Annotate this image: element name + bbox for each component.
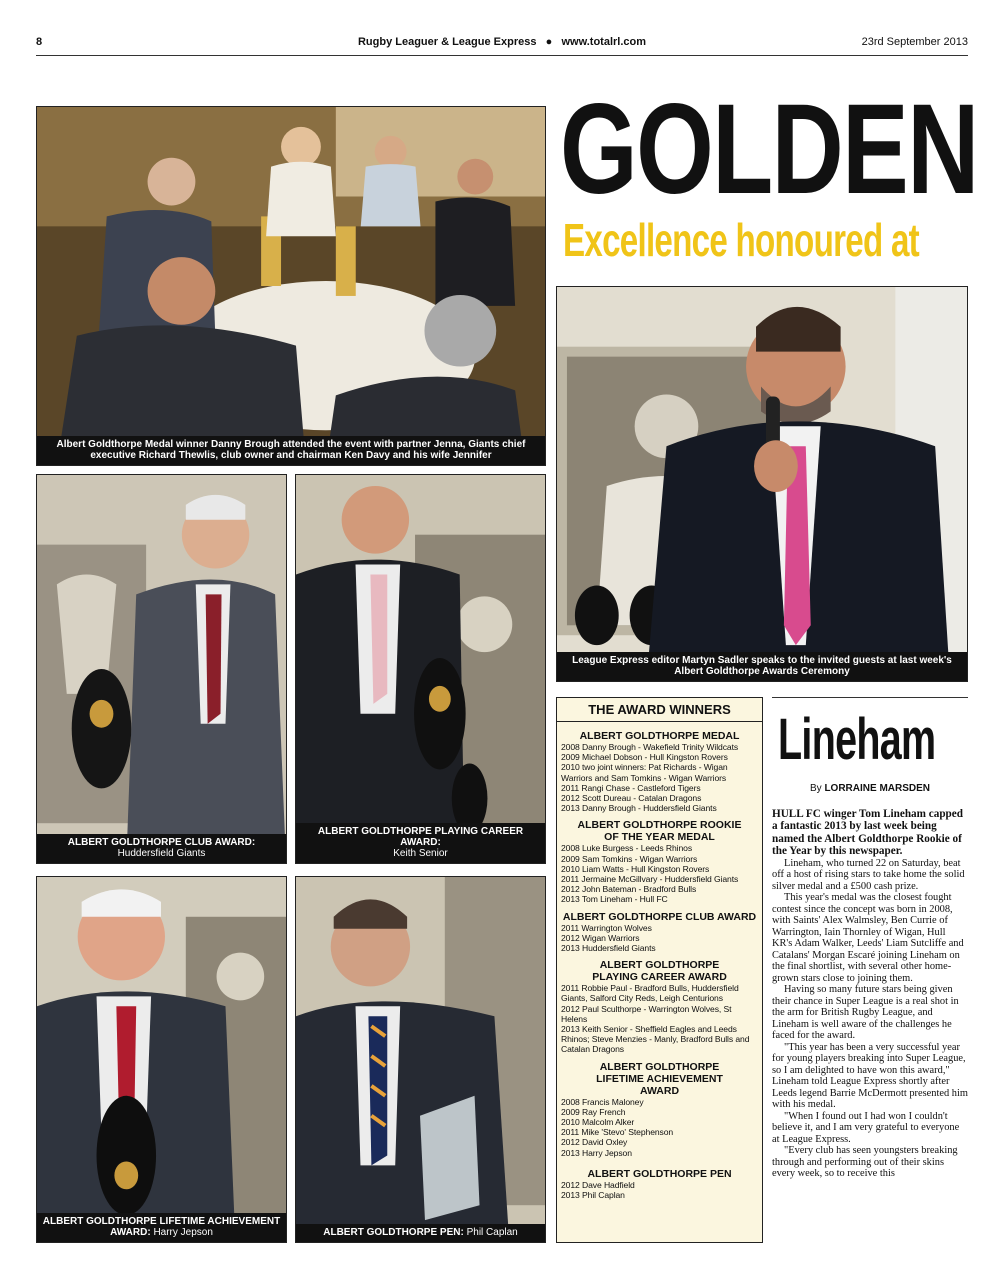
byline-author: LORRAINE MARSDEN <box>824 783 930 794</box>
website-link[interactable]: www.totalrl.com <box>561 36 647 48</box>
article-paragraph: "When I found out I had won I couldn't believe it, and I am very grateful to everyone at League Express. <box>772 1110 960 1145</box>
section-heading: ALBERT GOLDTHORPE PEN <box>587 1167 732 1180</box>
article-paragraph: Lineham, who turned 22 on Saturday, beat off a host of rising stars to take home the solid silver medal and a £500 cash prize. <box>772 857 965 892</box>
article-byline <box>772 783 968 794</box>
pen-award-caption-name: Phil Caplan <box>466 1227 518 1238</box>
career-award-photo <box>295 474 546 864</box>
section-heading: ALBERT GOLDTHORPE ROOKIE OF THE YEAR MEDAL <box>577 819 742 844</box>
section-heading: ALBERT GOLDTHORPE MEDAL <box>579 730 740 742</box>
editor-photo-image <box>557 287 967 681</box>
header-rule <box>36 55 968 56</box>
article-lead: HULL FC winger Tom Lineham capped a fantastic 2013 by last week being named the Albert Goldthorpe Rookie of the Year by this newspaper. <box>772 808 963 858</box>
bullet-icon: ● <box>545 36 553 48</box>
club-award-photo <box>36 474 287 864</box>
article-paragraph: This year's medal was the closest fought contest since the concept was born in 2008, with Saints' Alex Walmsley, Ben Currie of Warrington, Iain Thornley of Wigan, Hull KR's Adam Walker, Leeds' Liam Sutcliffe and Catalans' Morgan Escaré joining Lineham on the final shortlist, with several other home-grown stars close to joining them. <box>772 892 964 984</box>
club-award-caption-name: Huddersfield Giants <box>117 848 206 859</box>
lifetime-award-photo <box>36 876 287 1243</box>
section-list: 2008 Francis Maloney 2009 Ray French 2010 Malcolm Alker 2011 Mike 'Stevo' Stephenson 2012 David Oxley 2013 Harry Jepson <box>561 1096 674 1158</box>
lifetime-award-caption <box>37 1213 286 1242</box>
section-list: 2011 Robbie Paul - Bradford Bulls, Huddersfield Giants, Salford City Reds, Leigh Centurions 2012 Paul Sculthorpe - Warrington Wolves, St Helens 2013 Keith Senior - Sheffield Eagles and Leeds Rhinos; Steve Menzies - Manly, Bradford Bulls and Catalan Dragons <box>561 983 750 1055</box>
career-award-caption-name: Keith Senior <box>393 848 448 859</box>
section-list: 2012 Dave Hadfield 2013 Phil Caplan <box>561 1179 635 1201</box>
article-paragraph: "This year has been a very successful year for young players breaking into Super League, so I am delighted to have won this award," Lineham told League Express shortly after Leeds legend Barrie McDermott presented him with his medal. <box>772 1041 968 1111</box>
issue-date: 23rd September 2013 <box>861 36 968 48</box>
pen-award-photo-image <box>296 877 545 1242</box>
pen-award-caption-title: ALBERT GOLDTHORPE PEN: <box>323 1227 464 1238</box>
article-rule <box>772 697 968 698</box>
award-winners-box <box>556 697 763 1243</box>
section-heading: ALBERT GOLDTHORPE PLAYING CAREER AWARD <box>592 959 727 984</box>
dinner-photo-image <box>37 107 545 465</box>
masthead <box>36 36 968 48</box>
headline-golden: GOLDEN <box>560 78 978 221</box>
pen-award-caption <box>296 1224 545 1242</box>
award-winners-title: THE AWARD WINNERS <box>557 702 762 722</box>
career-award-caption <box>296 823 545 863</box>
section-heading: ALBERT GOLDTHORPE CLUB AWARD <box>562 910 757 923</box>
career-award-photo-image <box>296 475 545 863</box>
club-award-caption <box>37 834 286 863</box>
career-award-caption-title: ALBERT GOLDTHORPE PLAYING CAREER AWARD: <box>317 826 524 848</box>
byline-prefix: By <box>809 783 822 794</box>
page-number: 8 <box>36 36 43 48</box>
article-body <box>772 808 968 1180</box>
lifetime-award-caption-name: Harry Jepson <box>153 1227 213 1238</box>
headline-subtitle: Excellence honoured at <box>563 214 919 266</box>
dinner-photo-caption: Albert Goldthorpe Medal winner Danny Brough attended the event with partner Jenna, Giants chief executive Richard Thewlis, club owner and chairman Ken Davy and his wife Jennifer <box>37 436 545 465</box>
club-award-photo-image <box>37 475 286 863</box>
section-list: 2008 Danny Brough - Wakefield Trinity Wildcats 2009 Michael Dobson - Hull Kingston Rovers 2010 two joint winners: Pat Richards - Wigan Warriors and Sam Tomkins - Wigan Warriors 2011 Rangi Chase - Castleford Tigers 2012 Scott Dureau - Catalan Dragons 2013 Danny Brough - Huddersfield Giants <box>561 742 739 814</box>
article-headline: Lineham <box>778 707 936 772</box>
publication-name: Rugby Leaguer & League Express <box>357 36 537 48</box>
pen-award-photo <box>295 876 546 1243</box>
club-award-caption-title: ALBERT GOLDTHORPE CLUB AWARD: <box>67 837 256 848</box>
section-list: 2008 Luke Burgess - Leeds Rhinos 2009 Sam Tomkins - Wigan Warriors 2010 Liam Watts - Hull Kingston Rovers 2011 Jermaine McGillvary - Huddersfield Giants 2012 John Bateman - Bradford Bulls 2013 Tom Lineham - Hull FC <box>561 843 739 905</box>
lifetime-award-caption-title: ALBERT GOLDTHORPE LIFETIME ACHIEVEMENT AWARD: <box>42 1216 281 1238</box>
article-paragraph: "Every club has seen youngsters breaking through and performing out of their skins every week, so to receive this <box>772 1145 958 1180</box>
lifetime-award-photo-image <box>37 877 286 1242</box>
article-paragraph: Having so many future stars being given their chance in Super League is a real shot in the arm for British Rugby League, and Lineham is well aware of the challenges he faced for the award. <box>772 984 959 1042</box>
editor-photo-caption: League Express editor Martyn Sadler speaks to the invited guests at last week's Albert Goldthorpe Awards Ceremony <box>557 652 967 681</box>
section-list: 2011 Warrington Wolves 2012 Wigan Warriors 2013 Huddersfield Giants <box>561 922 656 954</box>
dinner-photo <box>36 106 546 466</box>
section-heading: ALBERT GOLDTHORPE LIFETIME ACHIEVEMENT AWARD <box>596 1060 723 1097</box>
editor-photo <box>556 286 968 682</box>
page-header <box>36 36 968 54</box>
